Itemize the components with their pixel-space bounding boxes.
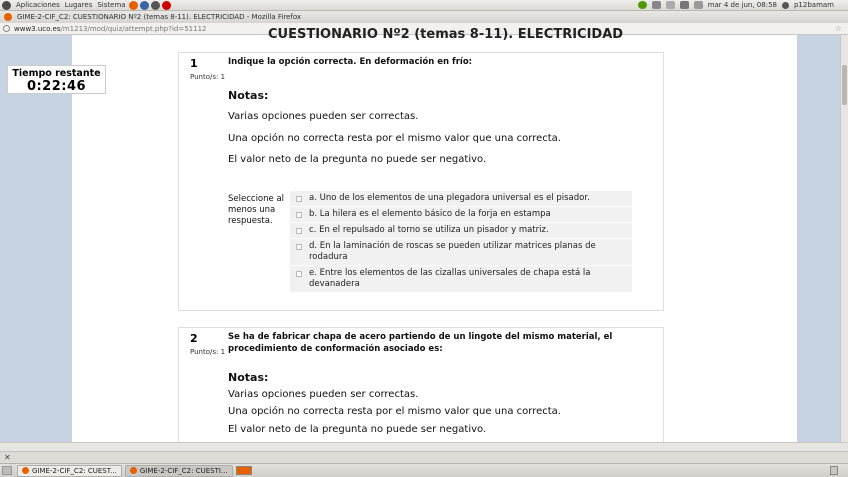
answer-list — [290, 191, 632, 293]
checkbox-icon[interactable] — [296, 212, 302, 218]
question-points: Punto/s: 1 — [190, 348, 226, 356]
volume-icon[interactable] — [680, 1, 689, 9]
page-margin — [797, 35, 840, 442]
status-close-icon[interactable]: ✕ — [4, 453, 11, 462]
menu-aplicaciones[interactable]: Aplicaciones — [16, 1, 60, 9]
answer-label: a. Uno de los elementos de una plegadora universal es el pisador. — [309, 193, 590, 203]
note-line: El valor neto de la pregunta no puede ser negativo. — [228, 154, 487, 165]
answer-option-d[interactable] — [290, 239, 632, 265]
network-icon[interactable] — [652, 1, 661, 9]
window-titlebar[interactable] — [0, 11, 848, 23]
clock[interactable]: mar 4 de jun, 08:58 — [707, 1, 777, 9]
question-2 — [178, 327, 664, 457]
menu-lugares[interactable]: Lugares — [64, 1, 93, 9]
top-panel — [0, 0, 848, 11]
scrollbar-thumb[interactable] — [842, 65, 847, 105]
globe-icon — [3, 25, 10, 32]
workspace-switcher[interactable] — [236, 466, 252, 475]
timer-value: 0:22:46 — [26, 79, 87, 94]
url-host: www3.uco.es — [14, 24, 61, 33]
taskbar-item-active[interactable] — [125, 465, 233, 477]
taskbar-item[interactable] — [17, 465, 122, 477]
checkbox-icon[interactable] — [296, 271, 302, 277]
timer-label: Tiempo restante — [12, 68, 101, 79]
taskbar-item-label: GIME-2-CIF_C2: CUESTI... — [139, 466, 228, 475]
answer-option-e[interactable] — [290, 266, 632, 292]
horizontal-scrollbar[interactable] — [0, 442, 848, 451]
firefox-launcher-icon[interactable] — [129, 1, 138, 10]
user-name[interactable]: p12bamam — [793, 1, 834, 9]
quiz-title: CUESTIONARIO Nº2 (temas 8-11). ELECTRICIDAD — [268, 27, 624, 42]
update-icon[interactable] — [638, 1, 647, 9]
note-line: Varias opciones pueden ser correctas. — [228, 111, 419, 122]
system-tray — [638, 1, 848, 9]
checkbox-icon[interactable] — [296, 244, 302, 250]
answer-option-a[interactable] — [290, 191, 632, 206]
firefox-icon — [4, 13, 12, 21]
note-line: Una opción no correcta resta por el mismo valor que una correcta. — [228, 133, 561, 144]
status-bar — [0, 451, 848, 463]
notes-heading: Notas: — [228, 89, 269, 102]
question-points: Punto/s: 1 — [190, 73, 226, 81]
bottom-taskbar — [0, 463, 848, 477]
panel-menus — [0, 1, 126, 10]
vertical-scrollbar[interactable] — [840, 35, 848, 442]
question-1 — [178, 52, 664, 311]
question-text: Indique la opción correcta. En deformación en frío: — [228, 57, 473, 67]
firefox-icon — [22, 467, 29, 474]
answer-label: b. La hilera es el elemento básico de la forja en estampa — [309, 209, 551, 219]
note-line: El valor neto de la pregunta no puede ser negativo. — [228, 424, 487, 435]
answer-option-c[interactable] — [290, 223, 632, 238]
note-line: Varias opciones pueden ser correctas. — [228, 389, 419, 400]
answer-option-b[interactable] — [290, 207, 632, 222]
url-path: /m1213/mod/quiz/attempt.php?id=51112 — [60, 24, 207, 33]
mail-launcher-icon[interactable] — [140, 1, 149, 10]
question-number: 1 — [190, 57, 198, 70]
menu-sistema[interactable]: Sistema — [97, 1, 126, 9]
answer-label: e. Entre los elementos de las cizallas universales de chapa está la devanadera — [309, 268, 591, 289]
answer-label: d. En la laminación de roscas se pueden utilizar matrices planas de rodadura — [309, 241, 596, 262]
help-launcher-icon[interactable] — [151, 1, 160, 10]
window-title: GIME-2-CIF_C2: CUESTIONARIO Nº2 (temas 8-11). ELECTRICIDAD - Mozilla Firefox — [17, 13, 302, 21]
question-text: Se ha de fabricar chapa de acero partiendo de un lingote del mismo material, el procedimiento de conformación asociado es: — [228, 332, 613, 354]
note-line: Una opción no correcta resta por el mismo valor que una correcta. — [228, 406, 561, 417]
notes-heading: Notas: — [228, 371, 269, 384]
gnome-foot-icon[interactable] — [2, 1, 11, 10]
shutdown-launcher-icon[interactable] — [162, 1, 171, 10]
battery-icon[interactable] — [666, 1, 675, 9]
answer-label: c. En el repulsado al torno se utiliza un pisador y matriz. — [309, 225, 549, 235]
answer-prompt: Seleccione al menos una respuesta. — [228, 194, 285, 226]
panel-launchers — [129, 1, 171, 10]
user-icon — [782, 2, 789, 9]
show-desktop-icon[interactable] — [2, 466, 12, 475]
checkbox-icon[interactable] — [296, 228, 302, 234]
taskbar-item-label: GIME-2-CIF_C2: CUEST... — [32, 466, 117, 475]
mail-icon[interactable] — [694, 1, 703, 9]
trash-icon[interactable] — [830, 466, 838, 475]
question-number: 2 — [190, 332, 198, 345]
timer-box — [7, 65, 106, 94]
bookmark-star-icon[interactable]: ☆ — [834, 24, 842, 33]
checkbox-icon[interactable] — [296, 196, 302, 202]
firefox-icon — [130, 467, 137, 474]
